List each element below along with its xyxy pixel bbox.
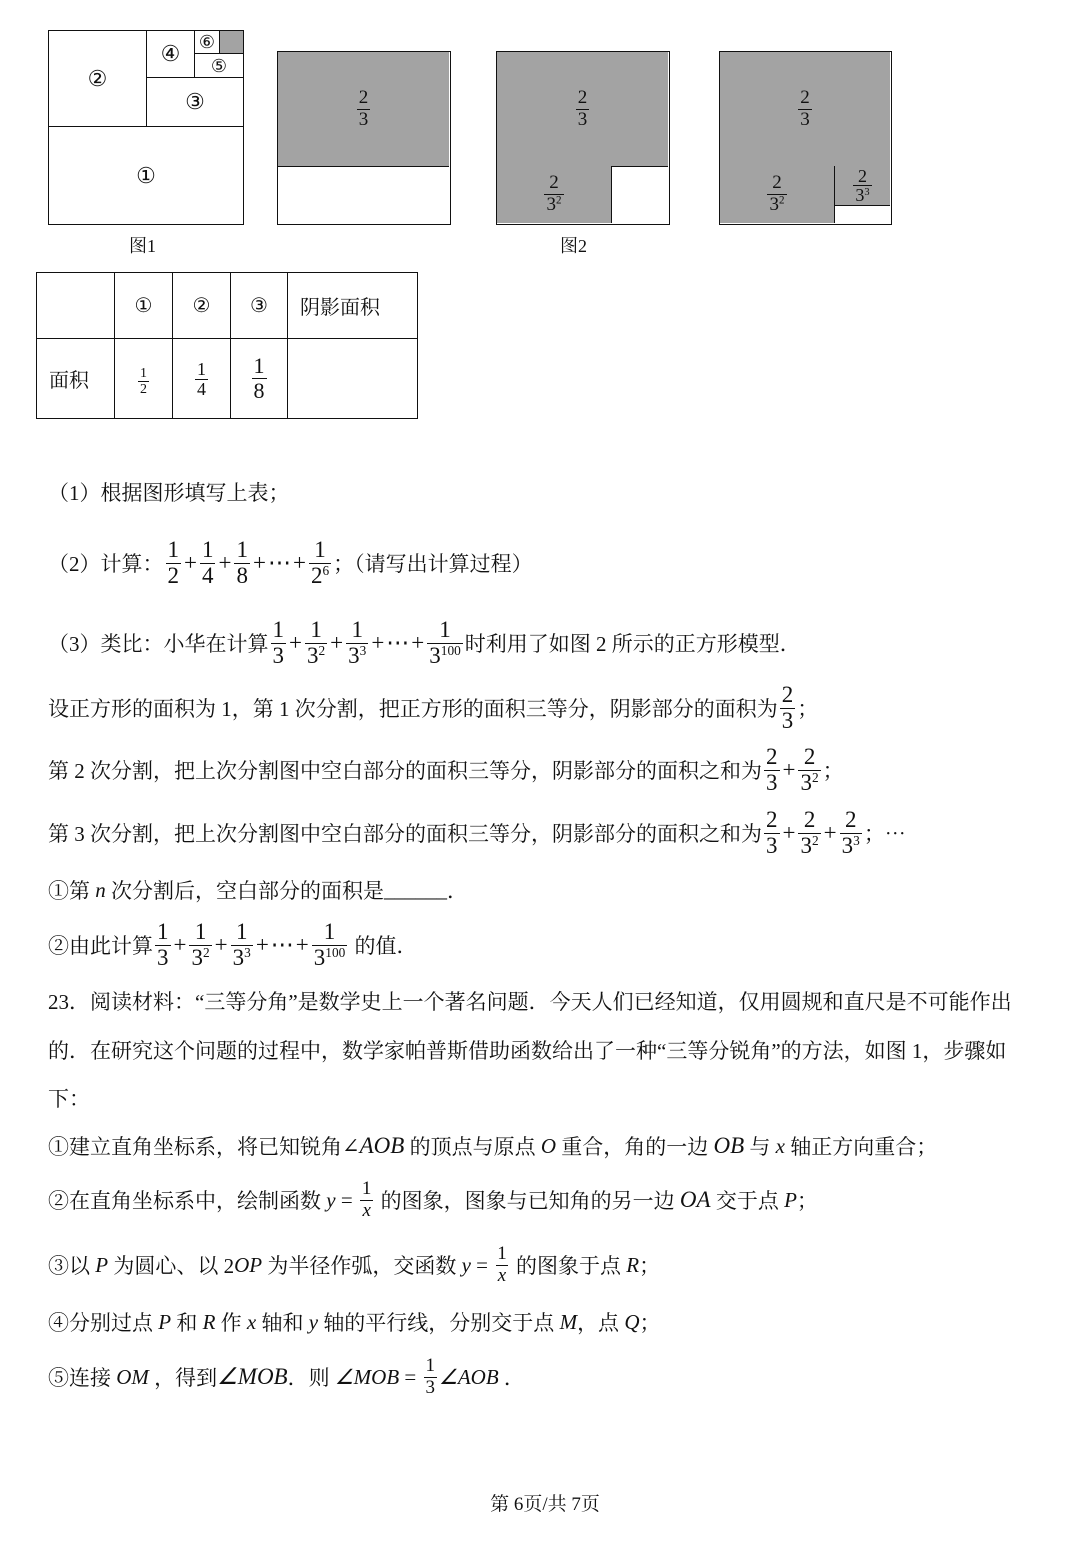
text-segment: ．: [447, 879, 468, 903]
plus-sign: +: [173, 932, 187, 957]
fraction: [544, 173, 563, 215]
text-segment: ；: [797, 697, 819, 721]
denominator-base: 3: [800, 108, 810, 130]
question-3-step-3: [48, 803, 906, 863]
text-segment: 轴正方向重合；: [785, 1135, 938, 1159]
problem-23-step-1: [48, 1116, 937, 1176]
text-segment: 下：: [48, 1087, 90, 1111]
math-term: OA: [679, 1187, 711, 1212]
math-term: ∠MOB: [217, 1364, 288, 1389]
figure1-region-2: [48, 30, 147, 127]
numerator: 1: [361, 1177, 372, 1199]
text-segment: ②在直角坐标系中，绘制函数: [48, 1189, 327, 1213]
text-segment: 轴的平行线，分别交于点: [318, 1311, 560, 1335]
numerator: 2: [358, 86, 369, 108]
figure2-square-1: [277, 51, 451, 225]
denominator: [840, 833, 862, 859]
table-header-cell: ①: [115, 273, 173, 339]
math-term: y: [308, 1309, 319, 1334]
area-table: [36, 272, 418, 419]
denominator: 4: [201, 562, 214, 588]
numerator: 2: [803, 743, 816, 769]
text-segment: ②由此计算: [48, 934, 153, 958]
math-term: x: [775, 1133, 785, 1158]
exponent: 2: [811, 769, 819, 785]
fraction: [155, 920, 171, 971]
math-term: AOB: [359, 1133, 405, 1158]
text-segment: 设正方形的面积为 1，第 1 次分割，把正方形的面积三等分，阴影部分的面积为: [48, 697, 778, 721]
text-segment: 的图象，图象与已知角的另一边: [375, 1189, 680, 1213]
ellipsis: ⋯: [386, 630, 410, 655]
question-2: [48, 533, 533, 593]
problem-23-step-4: [48, 1292, 660, 1352]
math-term: M: [559, 1309, 578, 1334]
denominator: [231, 945, 253, 971]
text-segment: （2）计算：: [48, 552, 164, 576]
text-segment: ①建立直角坐标系，将已知锐角: [48, 1135, 342, 1159]
denominator-base: 3: [313, 944, 326, 970]
text-segment: ，点: [577, 1311, 625, 1335]
numerator: 1: [497, 1242, 507, 1264]
text-segment: 的顶点与原点: [404, 1135, 541, 1159]
math-term: OB: [713, 1133, 745, 1158]
math-term: P: [784, 1187, 797, 1212]
fraction: [798, 88, 812, 130]
answer-blank: ______: [384, 877, 447, 902]
math-term: P: [158, 1309, 172, 1334]
plus-sign: +: [782, 820, 796, 845]
numerator: 2: [549, 172, 559, 194]
numerator: 1: [194, 918, 207, 944]
exponent: 3: [853, 832, 860, 848]
question-1: [48, 462, 290, 522]
math-term: R: [202, 1309, 216, 1334]
denominator: [189, 945, 211, 971]
denominator: 4: [197, 379, 206, 399]
numerator: 1: [310, 616, 322, 642]
text-segment: 轴和: [256, 1311, 309, 1335]
text-segment: 为半径作弧，交函数: [262, 1254, 462, 1278]
fraction: [234, 538, 250, 589]
region-label: ②: [87, 65, 108, 91]
text-segment: ④分别过点: [48, 1311, 159, 1335]
denominator-base: 3: [546, 194, 556, 215]
denominator: 8: [236, 562, 248, 588]
question-3-sub-1: [48, 860, 468, 920]
numerator: 1: [236, 536, 248, 562]
text-segment: ．: [498, 1366, 525, 1390]
denominator: 3: [766, 769, 778, 795]
figure2-square-2: [496, 51, 670, 225]
angle-symbol: ∠: [342, 1133, 360, 1158]
numerator: 1: [253, 353, 265, 379]
shaded-corner: [834, 166, 890, 206]
text-segment: （1）根据图形填写上表；: [48, 481, 290, 505]
text-segment: 时利用了如图 2 所示的正方形模型．: [464, 632, 801, 656]
denominator-base: 3: [800, 769, 812, 795]
numerator: 1: [314, 536, 326, 562]
denominator: 3: [766, 832, 778, 858]
problem-23-step-2: [48, 1170, 818, 1230]
text-segment: 和: [171, 1311, 203, 1335]
plus-sign: +: [289, 630, 302, 655]
denominator: 3: [425, 1376, 436, 1398]
fraction: [798, 745, 820, 796]
denominator-base: 3: [306, 642, 319, 668]
denominator-base: 3: [841, 832, 854, 858]
figure2-caption: 图2: [560, 236, 587, 256]
table-header-cell: 阴影面积: [288, 273, 418, 339]
equals-sign: =: [470, 1252, 494, 1277]
region-label: ⑥: [198, 32, 216, 52]
plus-sign: +: [330, 630, 344, 655]
plus-sign: +: [252, 550, 266, 575]
figure1-region-5: [194, 53, 244, 78]
math-term: R: [626, 1252, 640, 1277]
fraction: [195, 360, 208, 400]
text-segment: ；: [639, 1254, 661, 1278]
table-cell-shaded-area: [288, 339, 418, 419]
text-segment: 的图象于点: [510, 1254, 627, 1278]
question-3-step-2: [48, 740, 844, 800]
problem-23-step-3: [48, 1235, 660, 1295]
math-term: OP: [234, 1252, 263, 1277]
plus-sign: +: [823, 820, 837, 845]
numerator: 2: [766, 743, 778, 769]
text-segment: ，得到: [148, 1366, 218, 1390]
math-term: OM: [116, 1364, 149, 1389]
fraction: [495, 1244, 509, 1286]
table-row: [37, 339, 418, 419]
math-term: O: [540, 1133, 556, 1158]
table-row-label: 面积: [37, 339, 115, 419]
text-segment: ；⋯: [863, 822, 906, 846]
numerator: 1: [323, 918, 336, 944]
fraction: [271, 618, 287, 669]
table-header-cell: ③: [231, 273, 288, 339]
denominator: 3: [272, 642, 284, 668]
denominator-base: 3: [191, 944, 203, 970]
math-term: ∠MOB: [334, 1364, 400, 1389]
math-term: y: [326, 1187, 336, 1212]
figure2-square-3: [719, 51, 892, 225]
fraction: [231, 920, 253, 971]
text-segment: 交于点: [710, 1189, 785, 1213]
figure1-region-4: [146, 30, 195, 78]
problem-23-line-2: [48, 1020, 1006, 1080]
plus-sign: +: [184, 550, 197, 575]
shaded-top: [720, 52, 890, 167]
numerator: 2: [844, 806, 857, 832]
plus-sign: +: [214, 932, 228, 957]
table-cell: [231, 339, 288, 419]
numerator: 1: [351, 616, 363, 642]
denominator: [427, 643, 463, 669]
numerator: 1: [425, 1354, 436, 1376]
numerator: 1: [167, 536, 179, 562]
text-segment: 重合，角的一边: [556, 1135, 714, 1159]
text-segment: 作: [215, 1311, 247, 1335]
numerator: 2: [766, 806, 778, 832]
fraction: [764, 808, 780, 859]
numerator: 1: [201, 536, 214, 562]
fraction: [780, 683, 796, 734]
numerator: 1: [157, 918, 169, 944]
problem-23-step-5: [48, 1347, 525, 1407]
denominator: [798, 770, 820, 796]
text-segment: 第 3 次分割，把上次分割图中空白部分的面积三等分，阴影部分的面积之和为: [48, 822, 762, 846]
shaded-top: [278, 52, 449, 167]
text-segment: ①第: [48, 879, 96, 903]
figure1-region-6: [194, 30, 220, 54]
numerator: 2: [858, 166, 867, 186]
denominator: [798, 109, 812, 131]
denominator: 3: [157, 944, 169, 970]
question-3-step-1: [48, 678, 818, 738]
plus-sign: +: [782, 757, 796, 782]
exponent: 2: [318, 642, 326, 658]
table-header-row: [37, 273, 418, 339]
text-segment: ③以: [48, 1254, 96, 1278]
exponent: 3: [359, 642, 367, 658]
exponent: 2: [555, 194, 562, 207]
table-cell: [115, 339, 173, 419]
fraction: [252, 354, 267, 403]
exponent: 3: [244, 944, 251, 960]
math-term: Q: [624, 1309, 640, 1334]
denominator: [357, 109, 371, 131]
denominator-base: 3: [429, 642, 441, 668]
text-segment: ⑤连接: [48, 1366, 117, 1390]
numerator: 1: [197, 358, 206, 379]
exponent: 2: [778, 194, 785, 207]
denominator-base: 3: [800, 832, 812, 858]
plus-sign: +: [255, 932, 269, 957]
text-segment: ；: [822, 759, 844, 783]
text-segment: 第 2 次分割，把上次分割图中空白部分的面积三等分，阴影部分的面积之和为: [48, 759, 762, 783]
fraction: [576, 88, 590, 130]
denominator: [544, 194, 563, 216]
text-segment: 的．在研究这个问题的过程中，数学家帕普斯借助函数给出了一种“三等分锐角”的方法，如图 1，步骤如: [48, 1039, 1007, 1063]
region-label: ①: [136, 162, 156, 188]
fraction: [840, 808, 862, 859]
figure1-region-1: [48, 126, 244, 225]
region-label: ⑤: [210, 55, 228, 76]
fraction: [853, 167, 871, 204]
numerator: 2: [577, 86, 588, 108]
numerator: 1: [439, 616, 451, 642]
table-header-cell: ②: [173, 273, 231, 339]
fraction: [305, 618, 327, 669]
denominator-base: 3: [769, 194, 779, 215]
fraction: [166, 538, 182, 589]
denominator-base: 3: [855, 185, 865, 205]
text-segment: 的值．: [349, 934, 418, 958]
denominator: [767, 194, 786, 216]
denominator: [305, 643, 327, 669]
fraction: [357, 88, 371, 130]
figure1-shaded-corner: [219, 30, 244, 54]
denominator: 2: [167, 562, 179, 588]
numerator: 1: [272, 616, 284, 642]
region-label: ③: [185, 89, 205, 114]
denominator: 3: [781, 707, 794, 733]
text-segment: ；（请写出计算过程）: [333, 552, 533, 576]
numerator: 1: [140, 365, 147, 381]
text-segment: ；: [639, 1311, 661, 1335]
text-segment: （3）类比：小华在计算: [48, 632, 269, 656]
text-segment: 为圆心、以 2: [108, 1254, 235, 1278]
numerator: 1: [235, 918, 248, 944]
variable-n: n: [95, 877, 106, 902]
plus-sign: +: [411, 630, 425, 655]
exponent: 100: [325, 944, 346, 960]
numerator: 2: [800, 86, 810, 108]
text-segment: ．则: [287, 1366, 335, 1390]
denominator: [576, 109, 590, 131]
question-3-lead: [48, 613, 801, 673]
exponent: 100: [440, 642, 461, 658]
denominator-base: 3: [358, 108, 369, 130]
denominator: [312, 945, 348, 971]
question-3-sub-2: [48, 915, 418, 975]
denominator-base: 2: [310, 562, 323, 588]
fraction: [138, 366, 149, 397]
plus-sign: +: [295, 932, 309, 957]
plus-sign: +: [218, 550, 232, 575]
page-number-footer: 第 6页/共 7页: [490, 1494, 600, 1515]
equals-sign: =: [335, 1187, 358, 1212]
figure1-caption: 图1: [129, 236, 156, 256]
denominator: x: [497, 1264, 507, 1286]
fraction: [346, 618, 368, 669]
fraction: [798, 808, 820, 859]
denominator-base: 3: [232, 944, 245, 970]
numerator: 2: [781, 681, 794, 707]
fraction: [424, 1356, 438, 1398]
fraction: [309, 538, 331, 589]
text-segment: 次分割后，空白部分的面积是: [105, 879, 384, 903]
denominator: [853, 185, 871, 204]
math-term: P: [95, 1252, 109, 1277]
plus-sign: +: [292, 550, 306, 575]
fraction: [189, 920, 211, 971]
denominator: 8: [253, 378, 265, 403]
math-term: ∠AOB: [439, 1364, 499, 1389]
ellipsis: ⋯: [267, 550, 291, 575]
fraction: [427, 618, 463, 669]
numerator: 2: [803, 806, 816, 832]
shaded-bottom-left: [720, 166, 835, 223]
denominator: [346, 643, 368, 669]
plus-sign: +: [371, 630, 385, 655]
shaded-top: [497, 52, 668, 167]
table-cell: [173, 339, 231, 419]
denominator: 2: [140, 382, 147, 397]
fraction: [767, 173, 786, 215]
exponent: 6: [322, 562, 330, 578]
denominator: [309, 563, 331, 589]
region-label: ④: [160, 41, 181, 66]
figure1-region-3: [146, 77, 244, 127]
denominator: [798, 833, 820, 859]
fraction: [360, 1179, 374, 1221]
fraction: [200, 538, 216, 589]
ellipsis: ⋯: [270, 932, 294, 957]
exponent: 2: [811, 832, 819, 848]
denominator: x: [362, 1199, 371, 1221]
exponent: 2: [202, 944, 210, 960]
shaded-bottom-left: [497, 166, 612, 223]
text-segment: 与: [744, 1135, 776, 1159]
text-segment: 23．阅读材料：“三等分角”是数学史上一个著名问题．今天人们已经知道，仅用圆规和直尺是不可能作出: [48, 990, 1012, 1014]
equals-sign: =: [399, 1364, 422, 1389]
fraction: [764, 745, 780, 796]
math-term: y: [461, 1252, 471, 1277]
numerator: 2: [772, 172, 782, 194]
exponent: 3: [864, 186, 870, 198]
table-corner-cell: [37, 273, 115, 339]
denominator-base: 3: [577, 108, 588, 130]
fraction: [312, 920, 348, 971]
math-term: x: [246, 1309, 257, 1334]
denominator-base: 3: [348, 642, 360, 668]
text-segment: ；: [796, 1189, 818, 1213]
